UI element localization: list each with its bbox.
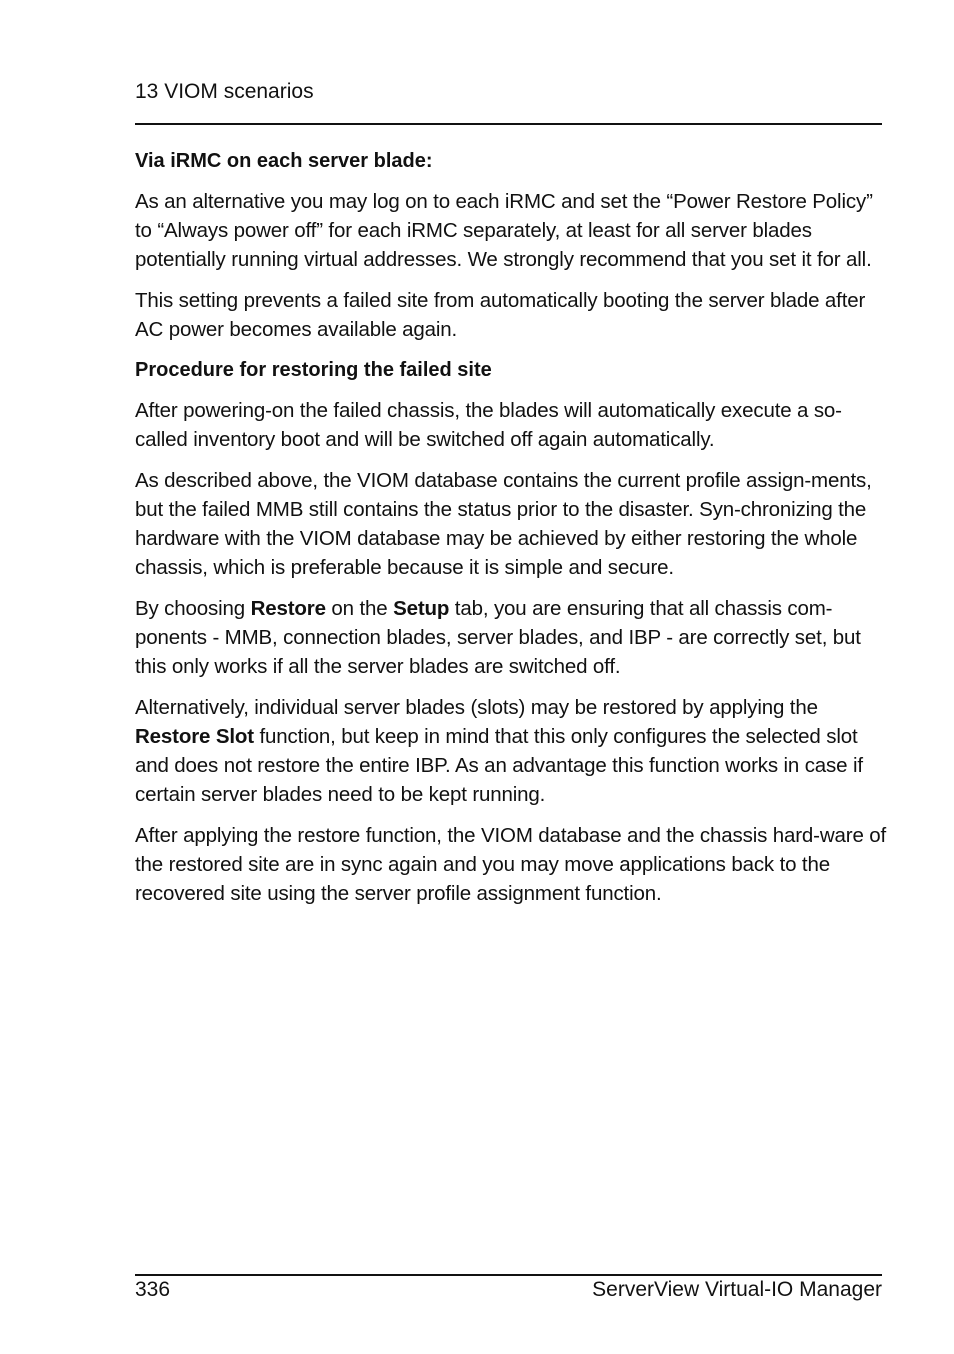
restore-slot-keyword: Restore Slot [135,725,254,748]
restore-heading: Procedure for restoring the failed site [135,359,492,381]
running-header: 13 VIOM scenarios [135,80,314,103]
restore-p4-text-2: function, but keep in mind that this only configures the selected slot and does not restore the entire IBP. As an advantage this function works in case if certain server blades need to be kept running. [135,725,863,806]
irmc-heading: Via iRMC on each server blade: [135,150,433,172]
restore-paragraph-4 [135,693,891,809]
restore-paragraph-1: After powering-on the failed chassis, the blades will automatically execute a so-called inventory boot and will be switched off again automatically. [135,399,842,451]
restore-p4-text-1: Alternatively, individual server blades (slots) may be restored by applying the [135,696,818,719]
restore-paragraph-3 [135,594,891,681]
page-number: 336 [135,1278,171,1301]
irmc-paragraph-1: As an alternative you may log on to each iRMC and set the “Power Restore Policy” to “Always power off” for each iRMC separately, at least for all server blades potentially running virtual addresses. We strongly recommend that you set it for all. [135,190,873,271]
setup-keyword: Setup [393,597,450,620]
restore-paragraph-5: After applying the restore function, the VIOM database and the chassis hard-ware of the restored site are in sync again and you may move applications back to the recovered site using the server profile assignment function. [135,824,887,905]
restore-paragraph-2: As described above, the VIOM database contains the current profile assign-ments, but the failed MMB still contains the status prior to the disaster. Syn-chronizing the hardware with the VIOM database may be achieved by either restoring the whole chassis, which is preferable because it is simple and secure. [135,469,872,579]
restore-p3-text-3: tab, you are ensuring that all chassis com-ponents - MMB, connection blades, server blades, and IBP - are correctly set, but this only works if all the server blades are switched off. [135,597,861,678]
irmc-paragraph-2: This setting prevents a failed site from automatically booting the server blade after AC power becomes available again. [135,289,866,341]
restore-p3-text-1: By choosing [135,597,251,620]
restore-p3-text-2: on the [325,597,394,620]
product-name: ServerView Virtual-IO Manager [592,1278,882,1301]
restore-keyword: Restore [250,597,326,620]
header-divider [135,123,882,125]
page-body [135,147,891,920]
